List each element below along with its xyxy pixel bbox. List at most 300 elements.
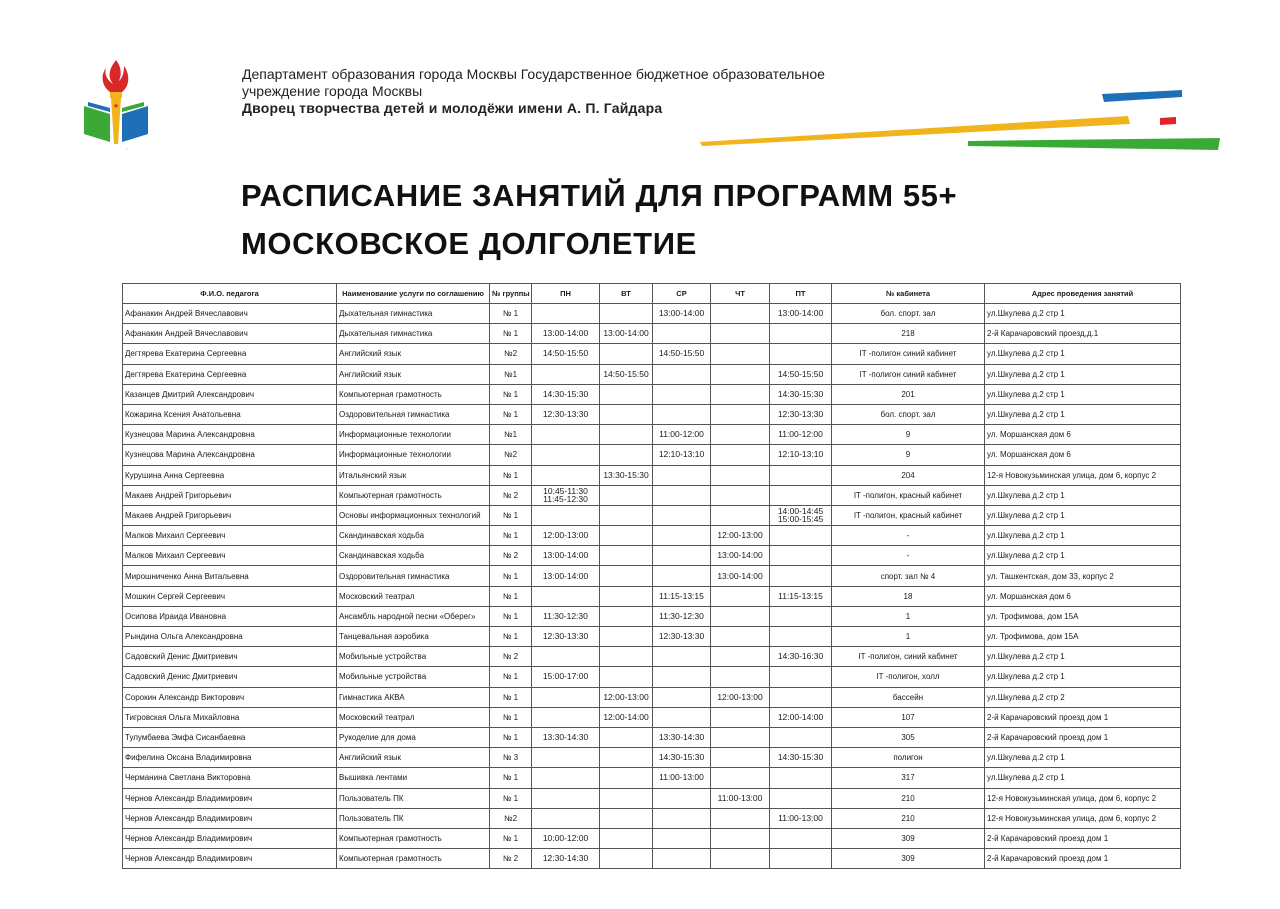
- cell-address: ул. Трофимова, дом 15А: [985, 627, 1181, 647]
- cell-mon: [532, 768, 600, 788]
- cell-thu: [711, 667, 770, 687]
- cell-group: № 1: [490, 404, 532, 424]
- cell-room: 309: [832, 849, 985, 869]
- table-row: [123, 849, 1181, 869]
- cell-mon: 11:30-12:30: [532, 606, 600, 626]
- cell-teacher: Фифелина Оксана Владимировна: [123, 748, 337, 768]
- cell-tue: [600, 606, 653, 626]
- cell-fri: [770, 687, 832, 707]
- cell-tue: [600, 727, 653, 747]
- cell-teacher: Мошкин Сергей Сергеевич: [123, 586, 337, 606]
- cell-fri: 14:30-15:30: [770, 384, 832, 404]
- cell-address: ул.Шкулева д.2 стр 1: [985, 546, 1181, 566]
- cell-room: IT -полигон, холл: [832, 667, 985, 687]
- schedule-table: [122, 283, 1181, 869]
- cell-group: № 1: [490, 586, 532, 606]
- cell-tue: [600, 425, 653, 445]
- cell-teacher: Мирошниченко Анна Витальевна: [123, 566, 337, 586]
- cell-address: ул.Шкулева д.2 стр 1: [985, 384, 1181, 404]
- cell-room: 107: [832, 707, 985, 727]
- cell-tue: [600, 526, 653, 546]
- table-row: [123, 505, 1181, 525]
- palace-logo: [80, 56, 152, 156]
- cell-mon: 14:50-15:50: [532, 344, 600, 364]
- cell-address: 12-я Новокузьминская улица, дом 6, корпус 2: [985, 788, 1181, 808]
- org-line-3: Дворец творчества детей и молодёжи имени А. П. Гайдара: [242, 100, 663, 116]
- cell-service: Мобильные устройства: [337, 647, 490, 667]
- cell-service: Компьютерная грамотность: [337, 384, 490, 404]
- cell-room: бол. спорт. зал: [832, 304, 985, 324]
- cell-wed: 12:30-13:30: [653, 627, 711, 647]
- cell-thu: [711, 627, 770, 647]
- cell-group: № 1: [490, 627, 532, 647]
- cell-tue: [600, 485, 653, 505]
- cell-fri: 14:00-14:45 15:00-15:45: [770, 505, 832, 525]
- cell-mon: [532, 465, 600, 485]
- cell-teacher: Сорокин Александр Викторович: [123, 687, 337, 707]
- cell-wed: 13:00-14:00: [653, 304, 711, 324]
- decorative-stripes: [690, 86, 1230, 156]
- cell-wed: [653, 526, 711, 546]
- cell-service: Московский театрал: [337, 586, 490, 606]
- cell-room: 309: [832, 828, 985, 848]
- table-row: [123, 546, 1181, 566]
- cell-tue: 13:00-14:00: [600, 324, 653, 344]
- cell-tue: [600, 304, 653, 324]
- cell-room: 317: [832, 768, 985, 788]
- page-title: РАСПИСАНИЕ ЗАНЯТИЙ ДЛЯ ПРОГРАММ 55+: [241, 178, 958, 213]
- cell-tue: [600, 647, 653, 667]
- cell-thu: [711, 707, 770, 727]
- cell-mon: [532, 748, 600, 768]
- column-header-service: Наименование услуги по соглашению: [337, 284, 490, 304]
- cell-mon: 10:00-12:00: [532, 828, 600, 848]
- cell-wed: [653, 384, 711, 404]
- cell-service: Английский язык: [337, 364, 490, 384]
- table-row: [123, 344, 1181, 364]
- cell-thu: [711, 404, 770, 424]
- cell-mon: [532, 788, 600, 808]
- cell-room: 210: [832, 808, 985, 828]
- cell-address: ул. Моршанская дом 6: [985, 445, 1181, 465]
- cell-fri: [770, 788, 832, 808]
- cell-fri: 14:30-15:30: [770, 748, 832, 768]
- column-header-teacher: Ф.И.О. педагога: [123, 284, 337, 304]
- cell-address: ул.Шкулева д.2 стр 1: [985, 364, 1181, 384]
- cell-address: 2-й Карачаровский проезд дом 1: [985, 828, 1181, 848]
- cell-mon: 10:45-11:30 11:45-12:30: [532, 485, 600, 505]
- cell-group: № 2: [490, 485, 532, 505]
- cell-thu: [711, 828, 770, 848]
- cell-fri: [770, 344, 832, 364]
- cell-wed: 12:10-13:10: [653, 445, 711, 465]
- cell-thu: [711, 344, 770, 364]
- cell-mon: [532, 707, 600, 727]
- cell-fri: [770, 667, 832, 687]
- cell-teacher: Афанакин Андрей Вячеславович: [123, 324, 337, 344]
- cell-room: IT -полигон, красный кабинет: [832, 505, 985, 525]
- cell-group: № 1: [490, 828, 532, 848]
- cell-group: № 1: [490, 304, 532, 324]
- cell-fri: [770, 727, 832, 747]
- cell-room: 9: [832, 425, 985, 445]
- cell-address: ул. Моршанская дом 6: [985, 425, 1181, 445]
- cell-address: 2-й Карачаровский проезд дом 1: [985, 849, 1181, 869]
- column-header-room: № кабинета: [832, 284, 985, 304]
- cell-wed: 13:30-14:30: [653, 727, 711, 747]
- cell-fri: 14:50-15:50: [770, 364, 832, 384]
- cell-group: № 1: [490, 788, 532, 808]
- cell-fri: [770, 526, 832, 546]
- table-row: [123, 808, 1181, 828]
- cell-wed: [653, 465, 711, 485]
- cell-group: № 1: [490, 606, 532, 626]
- cell-thu: 13:00-14:00: [711, 566, 770, 586]
- svg-text:ʼ: ʼ: [126, 148, 128, 154]
- cell-tue: [600, 748, 653, 768]
- cell-tue: [600, 344, 653, 364]
- table-row: [123, 586, 1181, 606]
- cell-teacher: Садовский Денис Дмитриевич: [123, 647, 337, 667]
- cell-address: ул.Шкулева д.2 стр 2: [985, 687, 1181, 707]
- cell-thu: [711, 849, 770, 869]
- cell-thu: [711, 465, 770, 485]
- table-row: [123, 788, 1181, 808]
- cell-thu: 11:00-13:00: [711, 788, 770, 808]
- cell-service: Основы информационных технологий: [337, 505, 490, 525]
- cell-service: Дыхательная гимнастика: [337, 304, 490, 324]
- cell-service: Компьютерная грамотность: [337, 828, 490, 848]
- cell-wed: 11:00-13:00: [653, 768, 711, 788]
- cell-wed: 11:30-12:30: [653, 606, 711, 626]
- cell-tue: [600, 788, 653, 808]
- column-header-address: Адрес проведения занятий: [985, 284, 1181, 304]
- cell-service: Оздоровительная гимнастика: [337, 566, 490, 586]
- cell-teacher: Чернов Александр Владимирович: [123, 788, 337, 808]
- cell-tue: 14:50-15:50: [600, 364, 653, 384]
- cell-wed: [653, 364, 711, 384]
- cell-tue: [600, 828, 653, 848]
- cell-wed: 11:15-13:15: [653, 586, 711, 606]
- cell-wed: [653, 647, 711, 667]
- cell-group: №2: [490, 445, 532, 465]
- cell-service: Дыхательная гимнастика: [337, 324, 490, 344]
- cell-address: ул.Шкулева д.2 стр 1: [985, 344, 1181, 364]
- cell-teacher: Малков Михаил Сергеевич: [123, 546, 337, 566]
- cell-mon: [532, 687, 600, 707]
- table-row: [123, 687, 1181, 707]
- cell-group: № 2: [490, 647, 532, 667]
- cell-teacher: Рындина Ольга Александровна: [123, 627, 337, 647]
- cell-room: IT -полигон синий кабинет: [832, 364, 985, 384]
- table-row: [123, 445, 1181, 465]
- org-line-1: Департамент образования города Москвы Государственное бюджетное образовательное: [242, 66, 825, 82]
- cell-group: №1: [490, 364, 532, 384]
- cell-teacher: Тулумбаева Эмфа Сисанбаевна: [123, 727, 337, 747]
- column-header-tue: ВТ: [600, 284, 653, 304]
- cell-teacher: Чернов Александр Владимирович: [123, 849, 337, 869]
- cell-address: ул.Шкулева д.2 стр 1: [985, 768, 1181, 788]
- table-row: [123, 566, 1181, 586]
- table-row: [123, 304, 1181, 324]
- cell-room: -: [832, 546, 985, 566]
- table-body: [123, 304, 1181, 869]
- cell-thu: 12:00-13:00: [711, 526, 770, 546]
- cell-group: № 1: [490, 727, 532, 747]
- cell-mon: 12:00-13:00: [532, 526, 600, 546]
- cell-fri: 11:00-13:00: [770, 808, 832, 828]
- cell-service: Вышивка лентами: [337, 768, 490, 788]
- cell-room: IT -полигон синий кабинет: [832, 344, 985, 364]
- cell-room: 9: [832, 445, 985, 465]
- cell-thu: [711, 505, 770, 525]
- cell-thu: [711, 586, 770, 606]
- cell-address: ул. Трофимова, дом 15А: [985, 606, 1181, 626]
- cell-group: № 1: [490, 707, 532, 727]
- cell-room: 210: [832, 788, 985, 808]
- cell-mon: [532, 505, 600, 525]
- cell-group: № 1: [490, 324, 532, 344]
- cell-teacher: Осипова Ираида Ивановна: [123, 606, 337, 626]
- cell-mon: 13:00-14:00: [532, 546, 600, 566]
- cell-wed: [653, 667, 711, 687]
- table-row: [123, 768, 1181, 788]
- cell-wed: 14:50-15:50: [653, 344, 711, 364]
- cell-teacher: Тигровская Ольга Михайловна: [123, 707, 337, 727]
- table-row: [123, 667, 1181, 687]
- cell-tue: [600, 546, 653, 566]
- cell-teacher: Чернов Александр Владимирович: [123, 808, 337, 828]
- cell-fri: 14:30-16:30: [770, 647, 832, 667]
- cell-thu: [711, 445, 770, 465]
- cell-mon: 12:30-14:30: [532, 849, 600, 869]
- cell-address: ул.Шкулева д.2 стр 1: [985, 748, 1181, 768]
- cell-tue: [600, 768, 653, 788]
- cell-thu: 13:00-14:00: [711, 546, 770, 566]
- cell-room: бассейн: [832, 687, 985, 707]
- cell-thu: [711, 768, 770, 788]
- table-row: [123, 425, 1181, 445]
- cell-fri: [770, 828, 832, 848]
- cell-thu: [711, 808, 770, 828]
- cell-tue: [600, 808, 653, 828]
- cell-thu: [711, 324, 770, 344]
- cell-room: 218: [832, 324, 985, 344]
- cell-teacher: Кузнецова Марина Александровна: [123, 445, 337, 465]
- cell-address: ул.Шкулева д.2 стр 1: [985, 667, 1181, 687]
- cell-service: Пользователь ПК: [337, 808, 490, 828]
- cell-fri: [770, 465, 832, 485]
- cell-tue: [600, 627, 653, 647]
- cell-teacher: Дегтярева Екатерина Сергеевна: [123, 364, 337, 384]
- cell-service: Скандинавская ходьба: [337, 546, 490, 566]
- cell-group: № 1: [490, 667, 532, 687]
- cell-tue: [600, 505, 653, 525]
- cell-address: 2-й Карачаровский проезд дом 1: [985, 727, 1181, 747]
- cell-fri: [770, 546, 832, 566]
- cell-tue: 12:00-14:00: [600, 707, 653, 727]
- cell-group: № 1: [490, 526, 532, 546]
- cell-mon: [532, 425, 600, 445]
- cell-thu: [711, 425, 770, 445]
- cell-wed: [653, 546, 711, 566]
- column-header-wed: СР: [653, 284, 711, 304]
- cell-group: № 1: [490, 768, 532, 788]
- table-row: [123, 404, 1181, 424]
- cell-wed: 11:00-12:00: [653, 425, 711, 445]
- org-line-2: учреждение города Москвы: [242, 83, 423, 99]
- cell-service: Итальянский язык: [337, 465, 490, 485]
- cell-fri: [770, 849, 832, 869]
- cell-fri: 12:30-13:30: [770, 404, 832, 424]
- table-row: [123, 606, 1181, 626]
- cell-teacher: Дегтярева Екатерина Сергеевна: [123, 344, 337, 364]
- cell-wed: [653, 808, 711, 828]
- cell-room: -: [832, 526, 985, 546]
- cell-wed: [653, 788, 711, 808]
- cell-group: № 1: [490, 465, 532, 485]
- cell-address: 12-я Новокузьминская улица, дом 6, корпус 2: [985, 465, 1181, 485]
- cell-address: ул.Шкулева д.2 стр 1: [985, 505, 1181, 525]
- cell-room: бол. спорт. зал: [832, 404, 985, 424]
- cell-mon: [532, 364, 600, 384]
- cell-tue: [600, 566, 653, 586]
- cell-teacher: Малков Михаил Сергеевич: [123, 526, 337, 546]
- cell-group: № 2: [490, 546, 532, 566]
- cell-fri: [770, 324, 832, 344]
- cell-thu: [711, 606, 770, 626]
- cell-service: Московский театрал: [337, 707, 490, 727]
- cell-group: № 1: [490, 687, 532, 707]
- cell-fri: 13:00-14:00: [770, 304, 832, 324]
- cell-mon: 13:00-14:00: [532, 566, 600, 586]
- cell-room: 18: [832, 586, 985, 606]
- book-left-icon: [84, 106, 110, 142]
- cell-tue: [600, 849, 653, 869]
- cell-mon: 12:30-13:30: [532, 404, 600, 424]
- cell-address: 12-я Новокузьминская улица, дом 6, корпус 2: [985, 808, 1181, 828]
- cell-mon: 13:00-14:00: [532, 324, 600, 344]
- cell-address: ул.Шкулева д.2 стр 1: [985, 485, 1181, 505]
- cell-address: ул.Шкулева д.2 стр 1: [985, 526, 1181, 546]
- cell-wed: [653, 707, 711, 727]
- cell-group: № 3: [490, 748, 532, 768]
- cell-teacher: Курушина Анна Сергеевна: [123, 465, 337, 485]
- cell-room: 201: [832, 384, 985, 404]
- cell-thu: [711, 727, 770, 747]
- cell-wed: [653, 485, 711, 505]
- cell-tue: 12:00-13:00: [600, 687, 653, 707]
- cell-service: Ансамбль народной песни «Оберег»: [337, 606, 490, 626]
- cell-address: 2-й Карачаровский проезд,д.1: [985, 324, 1181, 344]
- cell-thu: [711, 364, 770, 384]
- cell-service: Скандинавская ходьба: [337, 526, 490, 546]
- cell-wed: [653, 687, 711, 707]
- page-subtitle: МОСКОВСКОЕ ДОЛГОЛЕТИЕ: [241, 226, 697, 261]
- cell-thu: [711, 485, 770, 505]
- table-row: [123, 526, 1181, 546]
- cell-fri: 12:00-14:00: [770, 707, 832, 727]
- cell-address: ул. Моршанская дом 6: [985, 586, 1181, 606]
- cell-wed: [653, 828, 711, 848]
- table-row: [123, 828, 1181, 848]
- cell-teacher: Макаев Андрей Григорьевич: [123, 485, 337, 505]
- cell-room: 204: [832, 465, 985, 485]
- cell-teacher: Кожарина Ксения Анатольевна: [123, 404, 337, 424]
- cell-room: 1: [832, 627, 985, 647]
- book-right-icon: [122, 106, 148, 142]
- cell-teacher: Черманина Светлана Викторовна: [123, 768, 337, 788]
- cell-teacher: Кузнецова Марина Александровна: [123, 425, 337, 445]
- cell-service: Английский язык: [337, 344, 490, 364]
- cell-mon: [532, 808, 600, 828]
- cell-thu: [711, 647, 770, 667]
- cell-room: IT -полигон, синий кабинет: [832, 647, 985, 667]
- flame-icon: [103, 60, 129, 92]
- table-row: [123, 485, 1181, 505]
- cell-address: ул.Шкулева д.2 стр 1: [985, 404, 1181, 424]
- table-row: [123, 647, 1181, 667]
- cell-group: №2: [490, 808, 532, 828]
- cell-address: ул.Шкулева д.2 стр 1: [985, 647, 1181, 667]
- cell-room: 305: [832, 727, 985, 747]
- cell-mon: [532, 304, 600, 324]
- cell-mon: [532, 445, 600, 465]
- cell-address: 2-й Карачаровский проезд дом 1: [985, 707, 1181, 727]
- table-row: [123, 324, 1181, 344]
- cell-service: Пользователь ПК: [337, 788, 490, 808]
- cell-service: Танцевальная аэробика: [337, 627, 490, 647]
- cell-address: ул. Ташкентская, дом 33, корпус 2: [985, 566, 1181, 586]
- cell-wed: 14:30-15:30: [653, 748, 711, 768]
- cell-thu: 12:00-13:00: [711, 687, 770, 707]
- cell-room: полигон: [832, 748, 985, 768]
- table-row: [123, 384, 1181, 404]
- cell-tue: [600, 586, 653, 606]
- cell-thu: [711, 384, 770, 404]
- cell-mon: 12:30-13:30: [532, 627, 600, 647]
- svg-text:★: ★: [112, 102, 120, 110]
- cell-fri: [770, 566, 832, 586]
- cell-tue: [600, 667, 653, 687]
- cell-service: Английский язык: [337, 748, 490, 768]
- cell-mon: [532, 647, 600, 667]
- table-row: [123, 707, 1181, 727]
- cell-tue: [600, 445, 653, 465]
- column-header-fri: ПТ: [770, 284, 832, 304]
- cell-wed: [653, 324, 711, 344]
- cell-wed: [653, 404, 711, 424]
- cell-teacher: Чернов Александр Владимирович: [123, 828, 337, 848]
- cell-fri: 12:10-13:10: [770, 445, 832, 465]
- table-row: [123, 465, 1181, 485]
- cell-address: ул.Шкулева д.2 стр 1: [985, 304, 1181, 324]
- cell-group: № 1: [490, 566, 532, 586]
- cell-wed: [653, 505, 711, 525]
- cell-service: Оздоровительная гимнастика: [337, 404, 490, 424]
- cell-group: №2: [490, 344, 532, 364]
- column-header-group: № группы: [490, 284, 532, 304]
- cell-group: № 2: [490, 849, 532, 869]
- cell-wed: [653, 566, 711, 586]
- cell-thu: [711, 304, 770, 324]
- cell-service: Рукоделие для дома: [337, 727, 490, 747]
- cell-tue: [600, 404, 653, 424]
- cell-teacher: Казанцев Дмитрий Александрович: [123, 384, 337, 404]
- cell-service: Гимнастика АКВА: [337, 687, 490, 707]
- cell-service: Компьютерная грамотность: [337, 485, 490, 505]
- table-row: [123, 364, 1181, 384]
